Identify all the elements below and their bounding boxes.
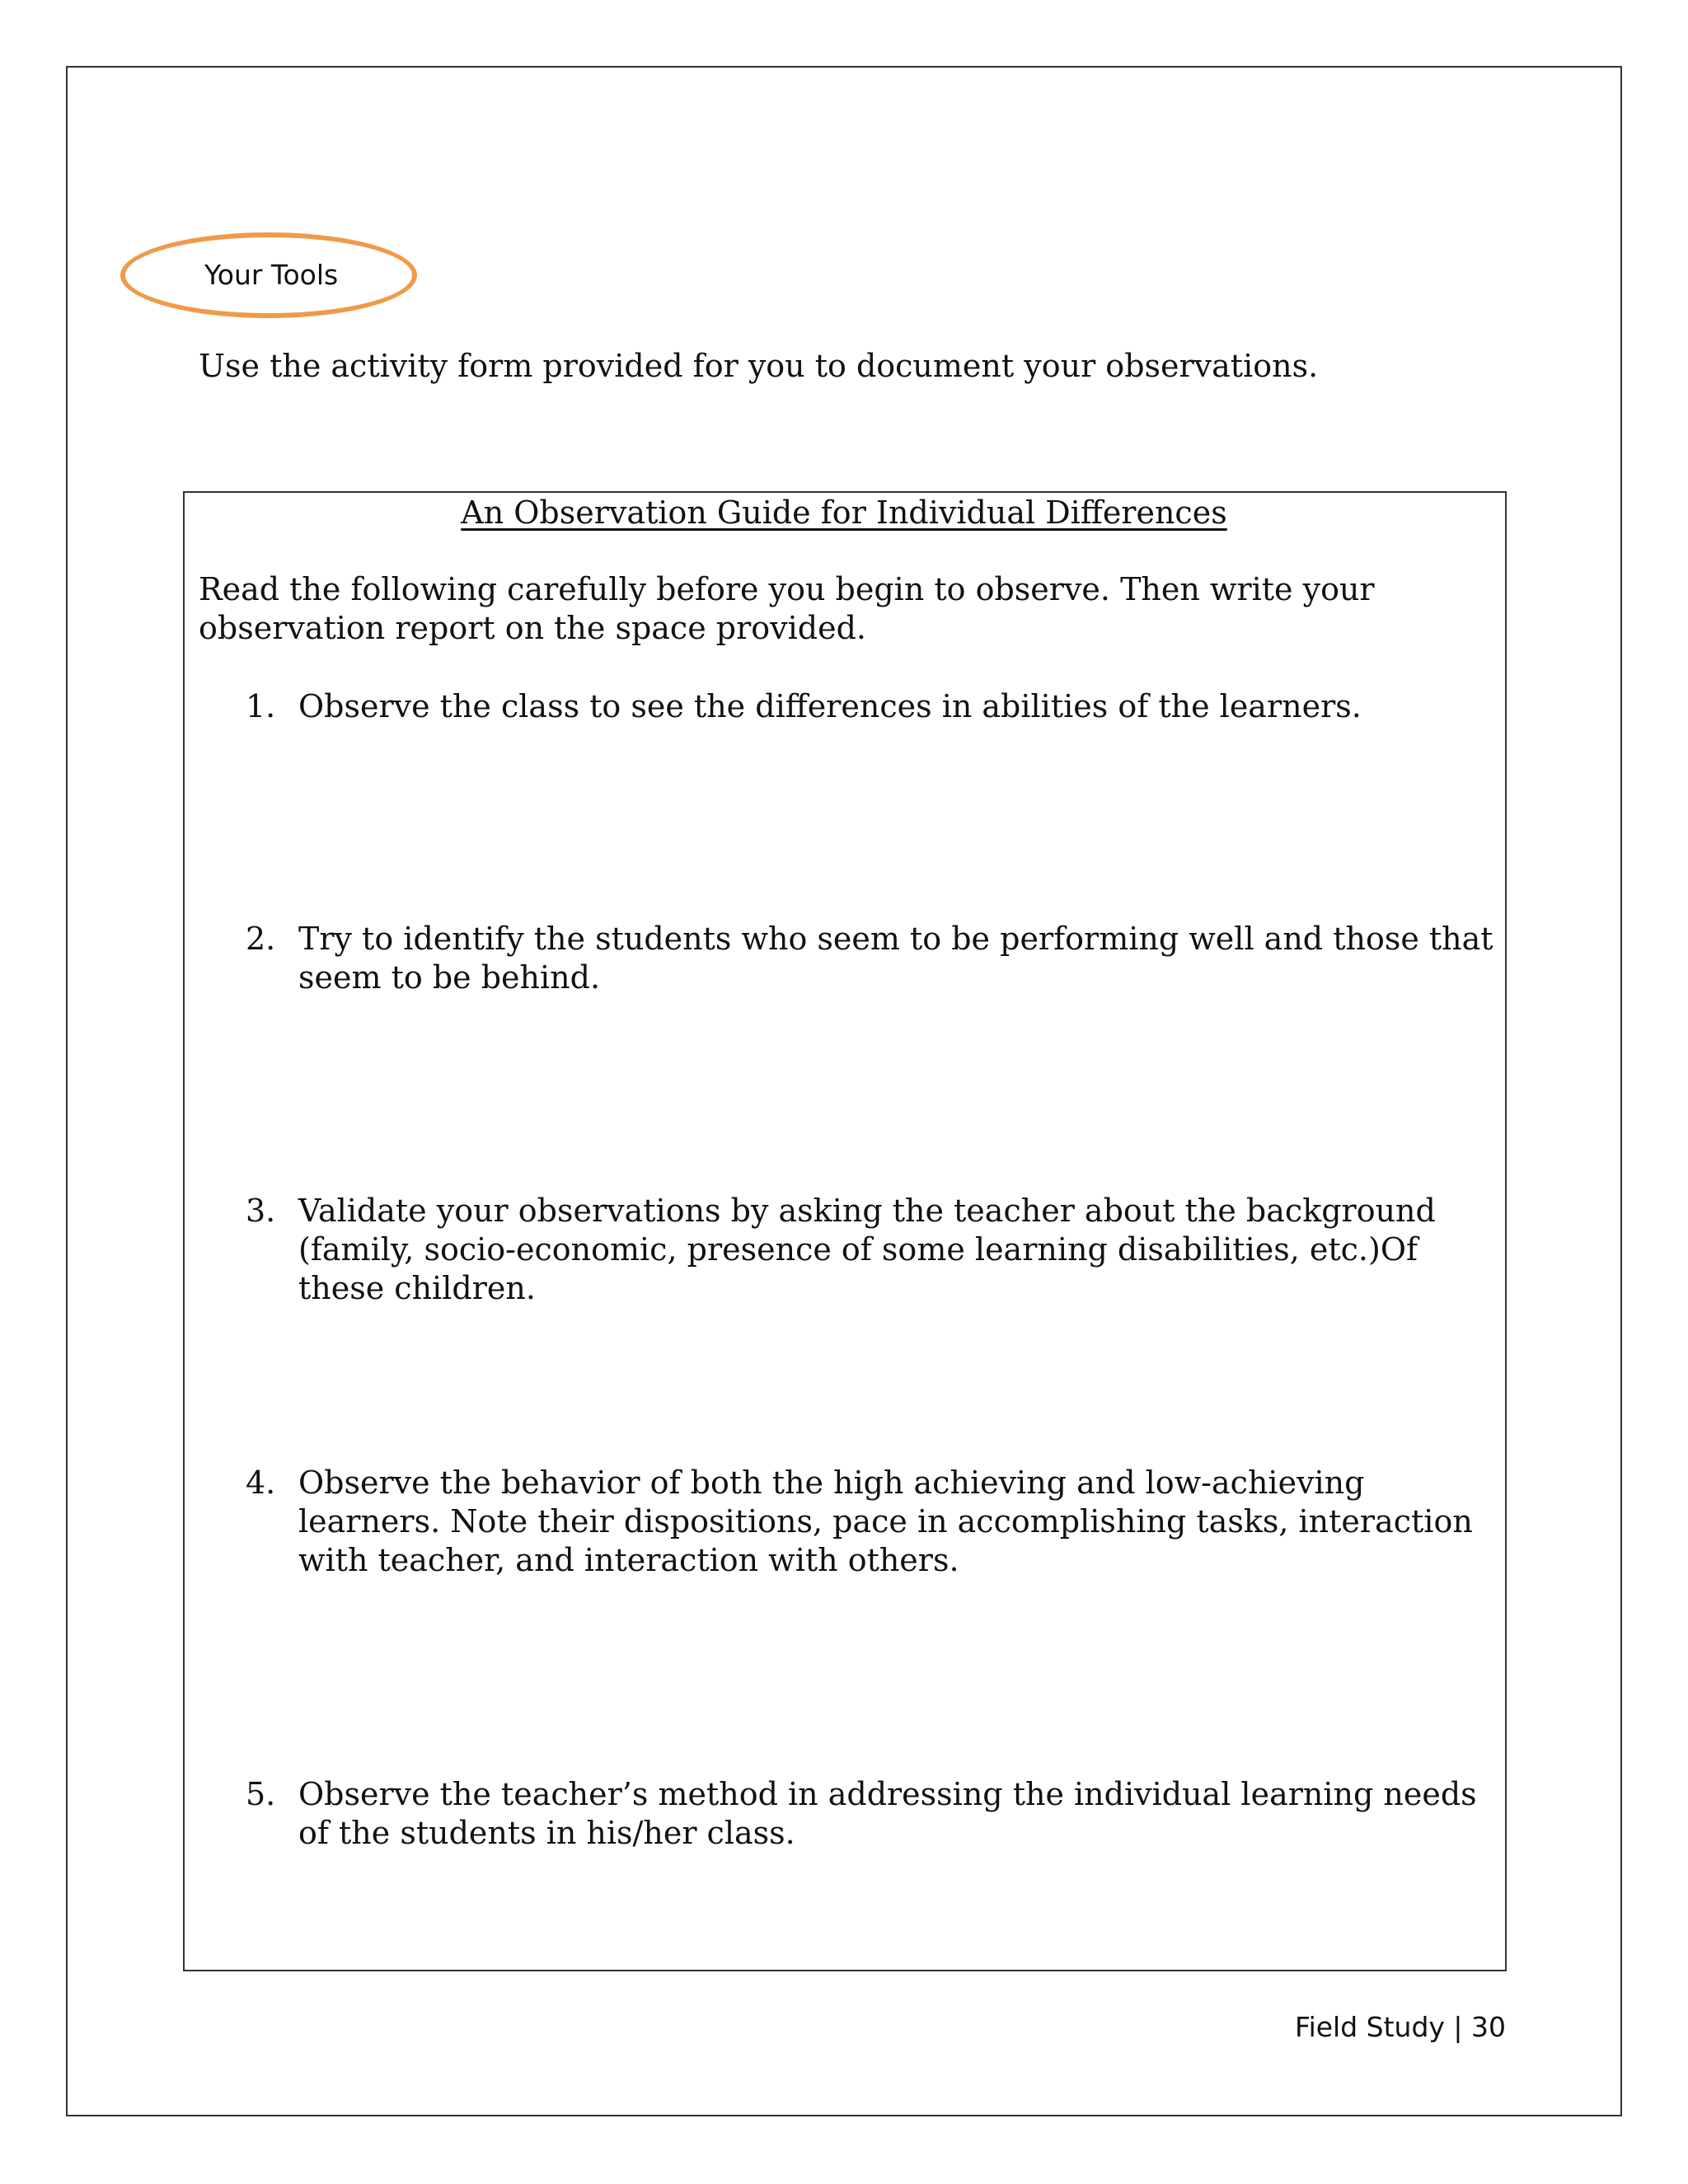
item-text: Observe the behavior of both the high achieving and low-achieving learners. Note their dispositions, pace in accomplishing tasks, interaction with teacher, and interaction with others. [298, 1465, 1473, 1578]
guide-item-3 [246, 1192, 1498, 1308]
item-text: Observe the teacher’s method in addressing the individual learning needs of the students in his/her class. [298, 1776, 1477, 1851]
item-number: 1. [246, 688, 276, 724]
item-number: 2. [246, 921, 276, 957]
guide-item-5 [246, 1775, 1498, 1853]
item-text: Observe the class to see the differences in abilities of the learners. [298, 688, 1362, 724]
page-footer: Field Study | 30 [1295, 2011, 1507, 2043]
guide-title: An Observation Guide for Individual Differences [461, 494, 1227, 531]
guide-item-1 [246, 687, 1498, 726]
item-text: Validate your observations by asking the teacher about the background (family, socio-economic, presence of some learning disabilities, etc.)Of these children. [298, 1193, 1436, 1306]
item-text: Try to identify the students who seem to be performing well and those that seem to be behind. [298, 921, 1493, 996]
item-number: 4. [246, 1465, 276, 1501]
guide-item-2 [246, 920, 1498, 997]
intro-text: Use the activity form provided for you to document your observations. [199, 348, 1319, 384]
item-number: 3. [246, 1193, 276, 1229]
guide-item-4 [246, 1464, 1498, 1580]
your-tools-label: Your Tools [204, 259, 339, 291]
guide-instructions: Read the following carefully before you begin to observe. Then write your observation report on the space provided. [199, 571, 1375, 646]
item-number: 5. [246, 1776, 276, 1812]
